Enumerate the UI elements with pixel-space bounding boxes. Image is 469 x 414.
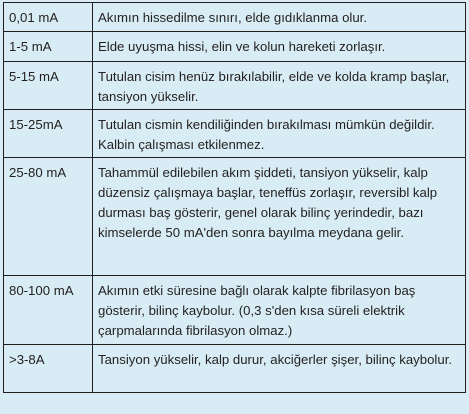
current-range-cell: 0,01 mA — [4, 3, 93, 32]
table-row — [4, 32, 466, 62]
effect-description-cell: Akımın hissedilme sınırı, elde gıdıklanma olur. — [93, 3, 466, 32]
effect-description-cell: Tutulan cismin kendiliğinden bırakılması mümkün değildir. Kalbin çalışması etkilenmez. — [93, 110, 466, 158]
current-range-cell: >3-8A — [4, 345, 93, 393]
table-row — [4, 62, 466, 110]
current-range-cell: 25-80 mA — [4, 158, 93, 276]
effect-description-cell: Tutulan cisim henüz bırakılabilir, elde ve kolda kramp başlar, tansiyon yükselir. — [93, 62, 466, 110]
effect-description-cell: Tansiyon yükselir, kalp durur, akciğerler şişer, bilinç kaybolur. — [93, 345, 466, 393]
current-effects-table — [3, 2, 466, 393]
current-range-cell: 15-25mA — [4, 110, 93, 158]
current-range-cell: 80-100 mA — [4, 276, 93, 345]
table-row — [4, 3, 466, 32]
current-range-cell: 5-15 mA — [4, 62, 93, 110]
effect-description-cell: Akımın etki süresine bağlı olarak kalpte fibrilasyon baş gösterir, bilinç kaybolur. (0,3 s'den kısa süreli elektrik çarpmalarında fibrilasyon olmaz.) — [93, 276, 466, 345]
effect-description-cell: Tahammül edilebilen akım şiddeti, tansiyon yükselir, kalp düzensiz çalışmaya başlar, teneffüs zorlaşır, reversibl kalp durması baş gösterir, genel olarak bilinç yerindedir, bazı kimselerde 50 mA'den sonra bayılma meydana gelir. — [93, 158, 466, 276]
effect-description-cell: Elde uyuşma hissi, elin ve kolun hareketi zorlaşır. — [93, 32, 466, 62]
table-row — [4, 158, 466, 276]
table-row — [4, 345, 466, 393]
table-row — [4, 110, 466, 158]
table-row — [4, 276, 466, 345]
current-range-cell: 1-5 mA — [4, 32, 93, 62]
